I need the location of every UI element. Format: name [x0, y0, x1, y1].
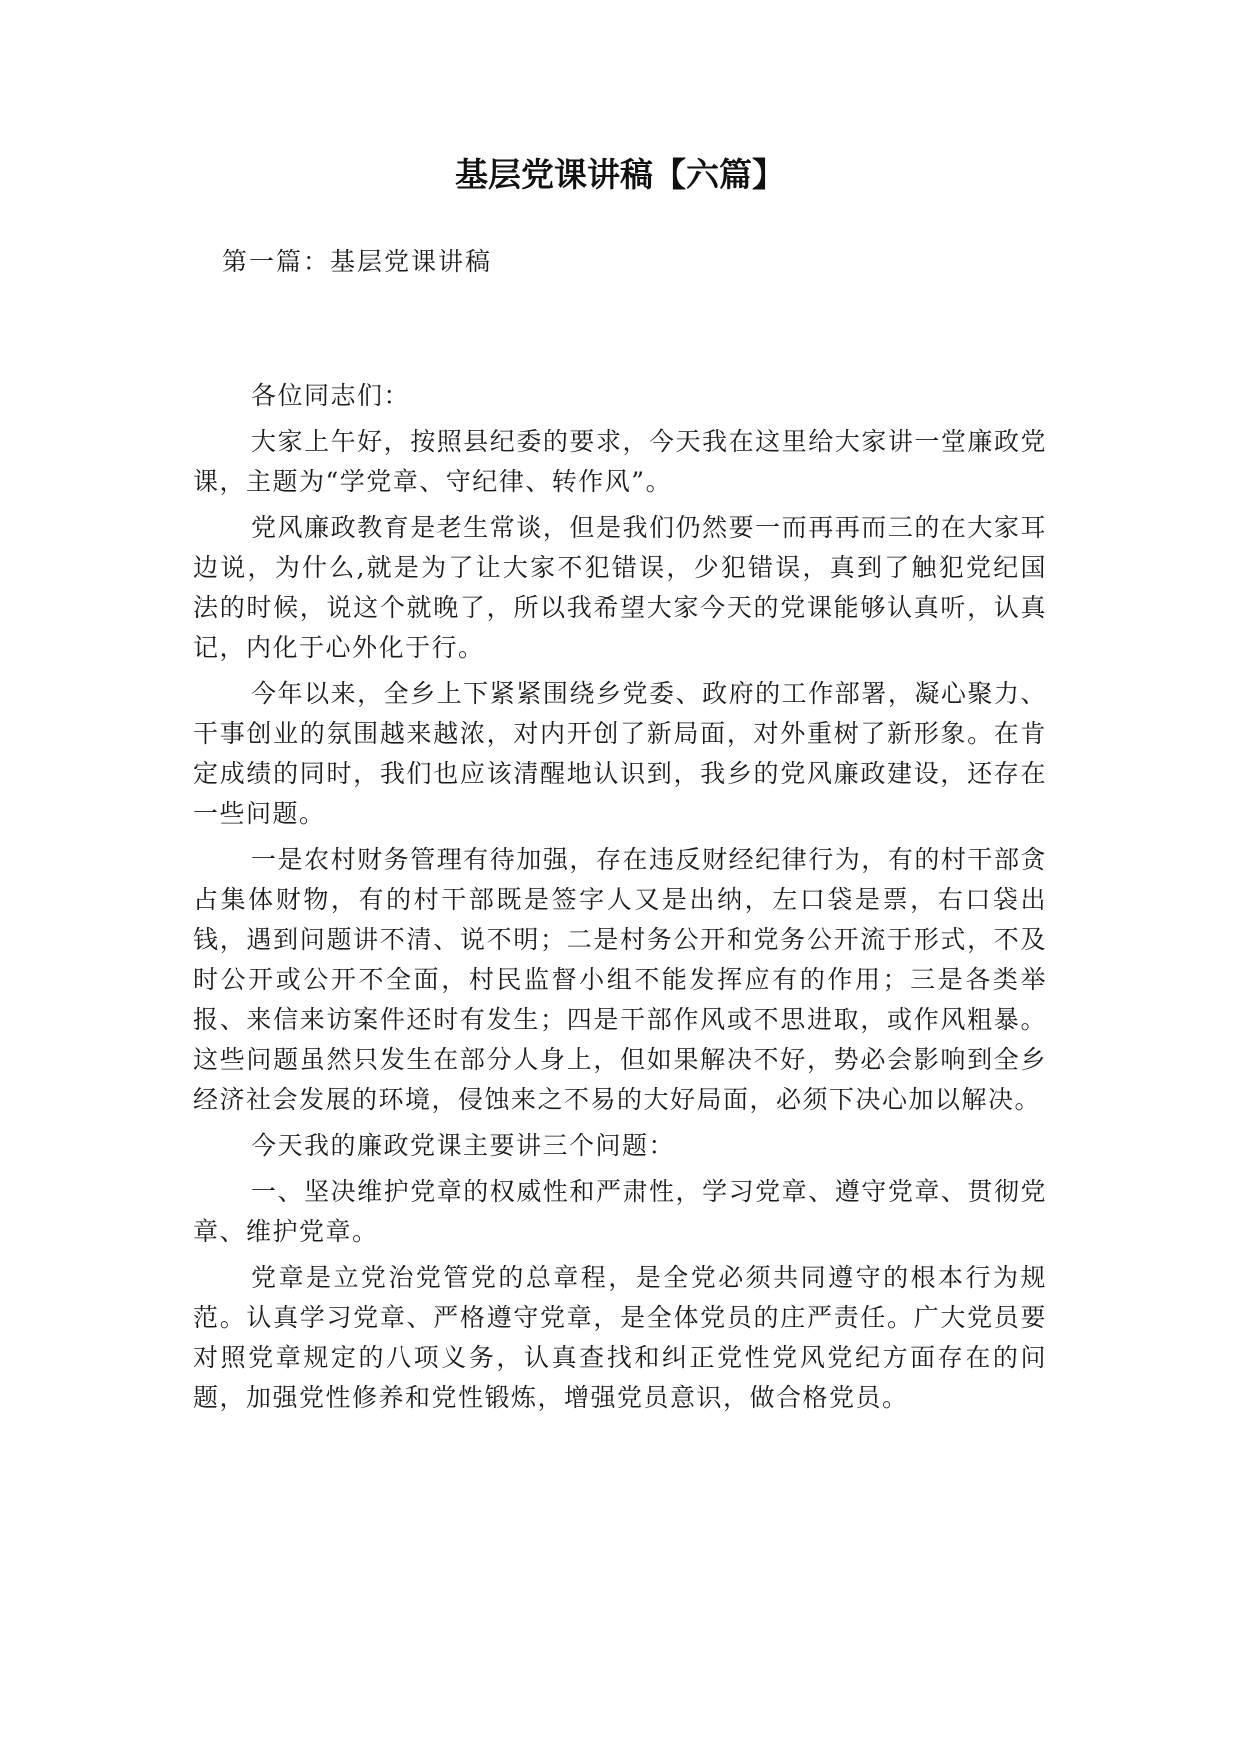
- document-body: [193, 376, 1047, 1424]
- document-title: 基层党课讲稿【六篇】: [455, 155, 785, 194]
- paragraph: 一、坚决维护党章的权威性和严肃性，学习党章、遵守党章、贯彻党章、维护党章。: [193, 1177, 1047, 1246]
- paragraph: 各位同志们：: [251, 381, 411, 410]
- paragraph: 今天我的廉政党课主要讲三个问题：: [251, 1131, 676, 1160]
- section-heading: 第一篇：基层党课讲稿: [222, 247, 493, 276]
- paragraph: 今年以来，全乡上下紧紧围绕乡党委、政府的工作部署，凝心聚力、干事创业的氛围越来越浓，对内开创了新局面，对外重树了新形象。在肯定成绩的同时，我们也应该清醒地认识到，我乡的党风廉政建设，还存在一些问题。: [193, 679, 1047, 828]
- paragraph: 党章是立党治党管党的总章程，是全党必须共同遵守的根本行为规范。认真学习党章、严格遵守党章，是全体党员的庄严责任。广大党员要对照党章规定的八项义务，认真查找和纠正党性党风党纪方面存在的问题，加强党性修养和党性锻炼，增强党员意识，做合格党员。: [193, 1263, 1047, 1412]
- paragraph: 党风廉政教育是老生常谈，但是我们仍然要一而再再而三的在大家耳边说，为什么,就是为了让大家不犯错误，少犯错误，真到了触犯党纪国法的时候，说这个就晚了，所以我希望大家今天的党课能够认真听，认真记，内化于心外化于行。: [193, 513, 1047, 662]
- paragraph: 大家上午好，按照县纪委的要求，今天我在这里给大家讲一堂廉政党课，主题为“学党章、守纪律、转作风”。: [193, 427, 1047, 496]
- paragraph: 一是农村财务管理有待加强，存在违反财经纪律行为，有的村干部贪占集体财物，有的村干部既是签字人又是出纳，左口袋是票，右口袋出钱，遇到问题讲不清、说不明；二是村务公开和党务公开流于形式，不及时公开或公开不全面，村民监督小组不能发挥应有的作用；三是各类举报、来信来访案件还时有发生；四是干部作风或不思进取，或作风粗暴。这些问题虽然只发生在部分人身上，但如果解决不好，势必会影响到全乡经济社会发展的环境，侵蚀来之不易的大好局面，必须下决心加以解决。: [193, 845, 1047, 1114]
